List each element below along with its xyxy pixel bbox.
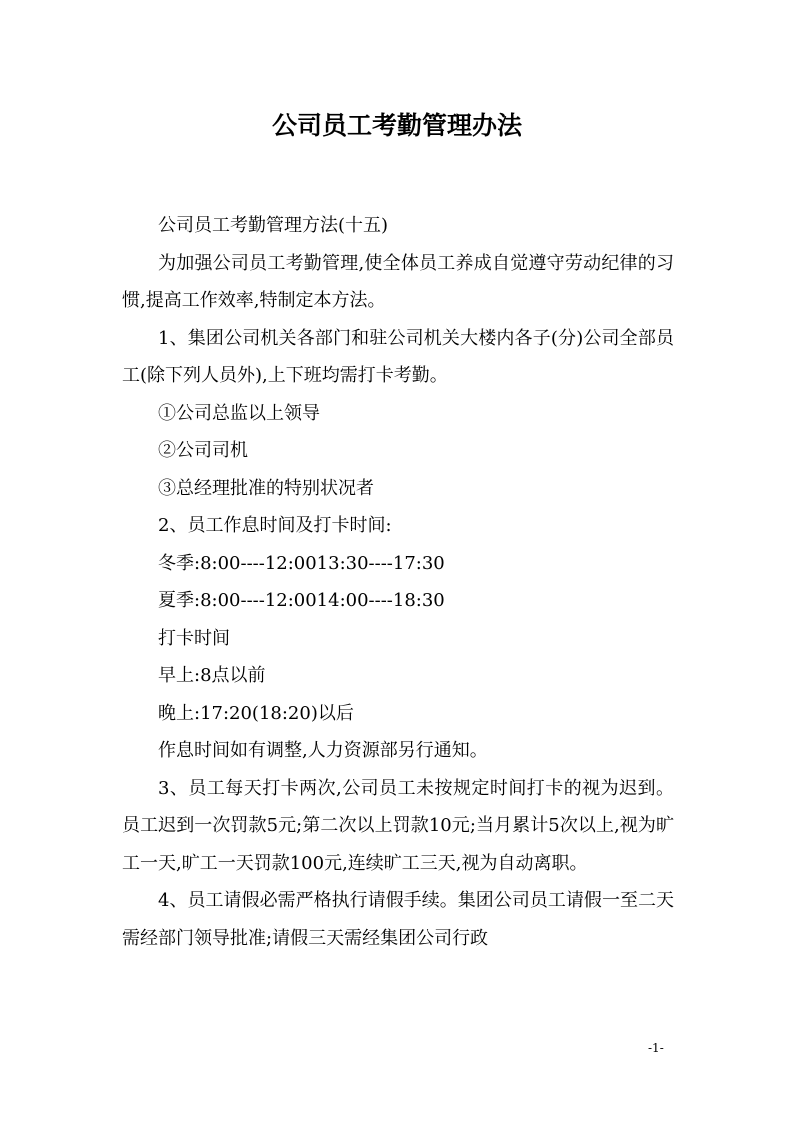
paragraph-exception-1: ①公司总监以上领导 <box>158 402 320 424</box>
paragraph-rule-2: 2、员工作息时间及打卡时间: <box>158 515 392 536</box>
paragraph-purpose: 为加强公司员工考勤管理,使全体员工养成自觉遵守劳动纪律的习惯,提高工作效率,特制定本方法。 <box>122 252 674 311</box>
paragraph-evening-clock-out: 晚上:17:20(18:20)以后 <box>158 702 354 724</box>
page-number: -1- <box>648 1041 664 1055</box>
paragraph-rule-4: 4、员工请假必需严格执行请假手续。集团公司员工请假一至二天需经部门领导批准;请假三天需经集团公司行政 <box>122 890 674 949</box>
body-text <box>122 207 674 957</box>
page-title: 公司员工考勤管理办法 <box>271 111 522 140</box>
paragraph-exception-2: ②公司司机 <box>158 440 248 461</box>
paragraph-schedule-notice: 作息时间如有调整,人力资源部另行通知。 <box>158 740 488 761</box>
paragraph-rule-3: 3、员工每天打卡两次,公司员工未按规定时间打卡的视为迟到。员工迟到一次罚款5元;第二次以上罚款10元;当月累计5次以上,视为旷工一天,旷工一天罚款100元,连续旷工三天,视为自动离职。 <box>122 777 674 874</box>
paragraph-exception-3: ③总经理批准的特别状况者 <box>158 477 374 499</box>
paragraph-winter-hours: 冬季:8:00----12:0013:30----17:30 <box>158 552 445 574</box>
paragraph-summer-hours: 夏季:8:00----12:0014:00----18:30 <box>158 590 445 611</box>
paragraph-morning-clock-in: 早上:8点以前 <box>158 665 266 686</box>
paragraph-subtitle: 公司员工考勤管理方法(十五) <box>158 215 389 236</box>
paragraph-clock-in-heading: 打卡时间 <box>158 627 230 649</box>
paragraph-rule-1: 1、集团公司机关各部门和驻公司机关大楼内各子(分)公司全部员工(除下列人员外),上下班均需打卡考勤。 <box>122 327 674 386</box>
